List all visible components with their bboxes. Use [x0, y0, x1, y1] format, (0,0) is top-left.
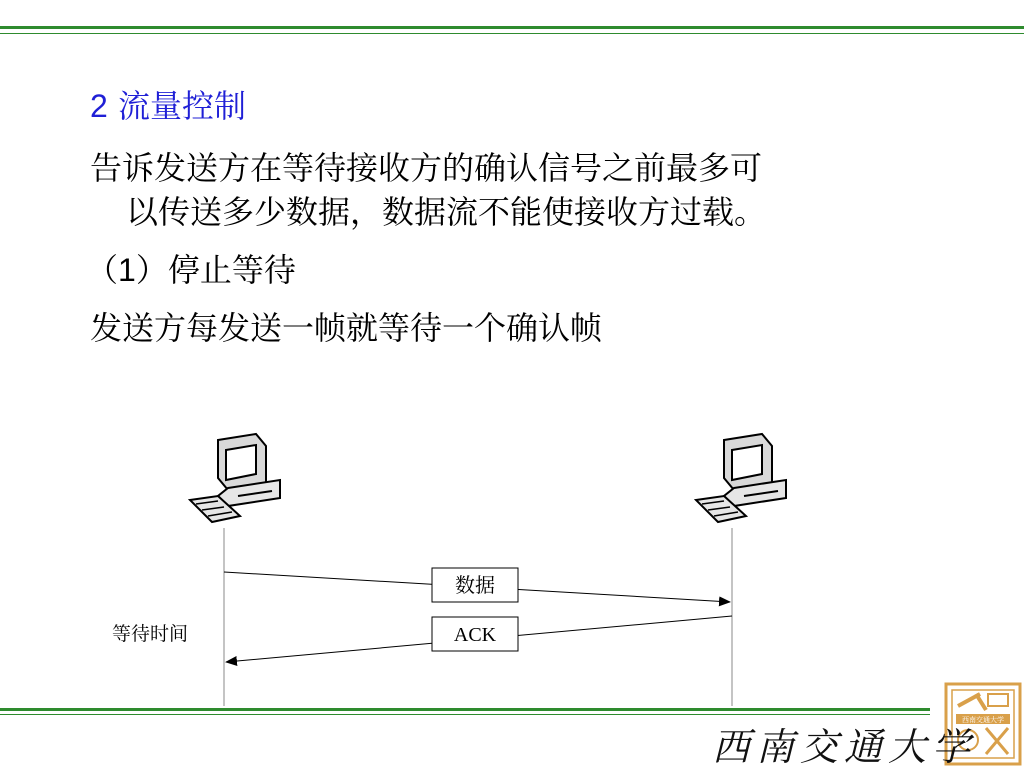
paragraph-3: 发送方每发送一帧就等待一个确认帧 [90, 309, 603, 347]
paragraph-1-line-1: 告诉发送方在等待接收方的确认信号之前最多可 [90, 149, 763, 187]
ack-label: ACK [453, 624, 497, 646]
paragraph-2-text: ）停止等待 [135, 251, 296, 289]
university-calligraphy-logo: 西南交通大学 [712, 725, 977, 769]
paragraph-2-open-paren: （ [86, 251, 119, 289]
bottom-rule [0, 708, 930, 711]
seal-text: 西南交通大学 [962, 716, 1004, 724]
paragraph-1-line-2: 以传送多少数据，数据流不能使接收方过载。 [126, 193, 767, 231]
heading-number: 2 [90, 88, 108, 124]
data-label: 数据 [455, 573, 495, 597]
left-computer-icon [190, 434, 280, 522]
bottom-rule-thin [0, 714, 930, 715]
heading-text: 流量控制 [117, 87, 246, 125]
wait-time-label: 等待时间 [112, 623, 189, 645]
right-computer-icon [696, 434, 786, 522]
paragraph-2-number: 1 [118, 252, 136, 288]
